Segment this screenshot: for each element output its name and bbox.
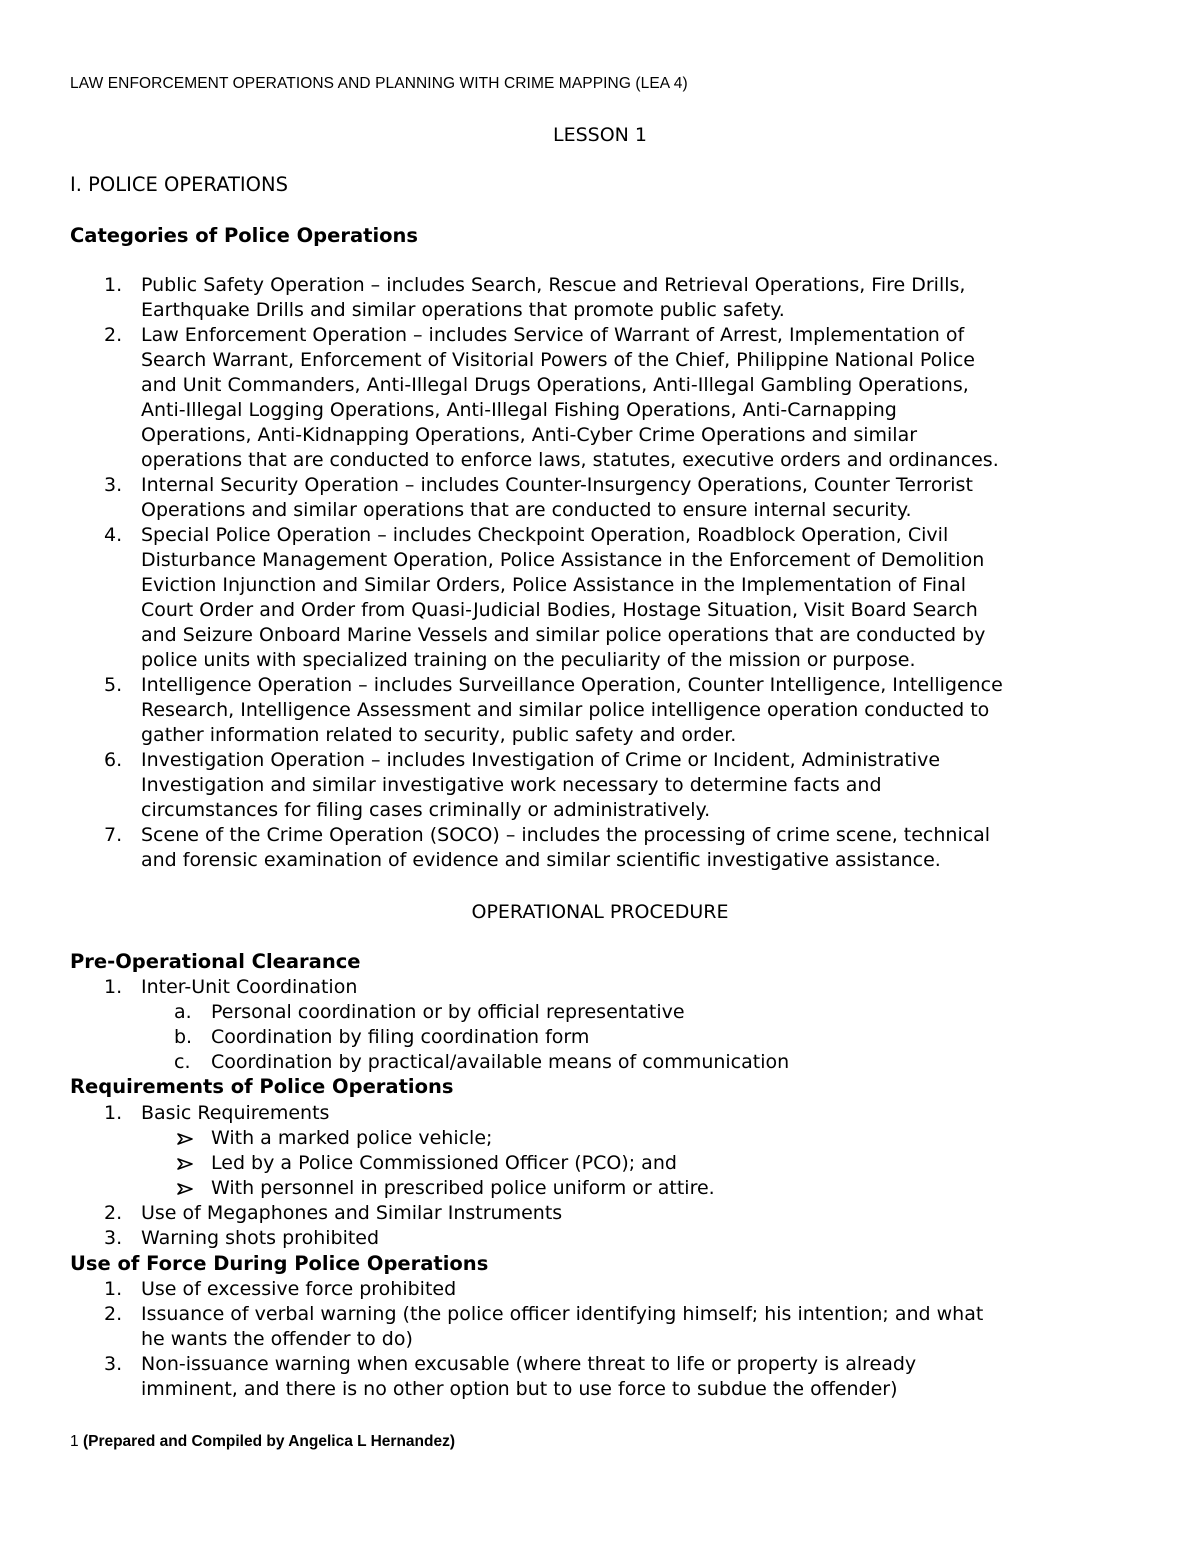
list-item: 3. Non-issuance warning when excusable (where threat to life or property is already xyxy=(104,1353,917,1375)
list-item: 1. Use of excessive force prohibited xyxy=(104,1278,457,1300)
use-of-force-list xyxy=(0,1277,983,1402)
pre-operational-heading: Pre-Operational Clearance xyxy=(70,950,361,973)
list-item-continuation: circumstances for filing cases criminally or administratively. xyxy=(141,799,711,821)
requirements-list-2 xyxy=(0,1201,562,1251)
list-item: a. Personal coordination or by official representative xyxy=(174,1001,685,1023)
categories-list xyxy=(0,273,1003,873)
list-item: 1. Basic Requirements xyxy=(104,1102,330,1124)
list-item-continuation: and Seizure Onboard Marine Vessels and similar police operations that are conducted by xyxy=(141,624,986,646)
list-item: 3. Internal Security Operation – includes Counter-Insurgency Operations, Counter Terrorist xyxy=(104,474,973,496)
lesson-title: LESSON 1 xyxy=(552,124,647,146)
list-item: 2. Use of Megaphones and Similar Instruments xyxy=(104,1202,563,1224)
list-item-continuation: Anti-Illegal Logging Operations, Anti-Illegal Fishing Operations, Anti-Carnapping xyxy=(141,399,897,421)
pre-operational-sublist xyxy=(0,1000,789,1075)
use-of-force-heading: Use of Force During Police Operations xyxy=(70,1252,489,1275)
document-header: LAW ENFORCEMENT OPERATIONS AND PLANNING WITH CRIME MAPPING (LEA 4) xyxy=(70,75,688,92)
categories-heading: Categories of Police Operations xyxy=(70,224,419,247)
list-item: Led by a Police Commissioned Officer (PCO); and xyxy=(0,1151,715,1176)
list-item: 2. Law Enforcement Operation – includes Service of Warrant of Arrest, Implementation of xyxy=(104,324,965,346)
requirements-heading: Requirements of Police Operations xyxy=(70,1075,454,1098)
arrow-bullet-icon xyxy=(177,1183,193,1195)
list-item-continuation: Eviction Injunction and Similar Orders, Police Assistance in the Implementation of Final xyxy=(141,574,967,596)
list-item: c. Coordination by practical/available means of communication xyxy=(174,1051,790,1073)
list-item-continuation: Research, Intelligence Assessment and similar police intelligence operation conducted to xyxy=(141,699,990,721)
list-item-continuation: imminent, and there is no other option but to use force to subdue the offender) xyxy=(141,1378,898,1400)
list-item: 4. Special Police Operation – includes Checkpoint Operation, Roadblock Operation, Civil xyxy=(104,524,949,546)
arrow-bullet-icon xyxy=(177,1158,193,1170)
list-item-continuation: operations that are conducted to enforce laws, statutes, executive orders and ordinances. xyxy=(141,449,999,471)
list-item: With personnel in prescribed police uniform or attire. xyxy=(0,1176,715,1201)
list-item-continuation: he wants the offender to do) xyxy=(141,1328,413,1350)
page-number: 1 xyxy=(70,1433,79,1450)
page-footer xyxy=(70,1433,455,1451)
list-item-continuation: Operations and similar operations that are conducted to ensure internal security. xyxy=(141,499,912,521)
list-item: With a marked police vehicle; xyxy=(0,1126,715,1151)
section-title: I. POLICE OPERATIONS xyxy=(70,173,288,196)
list-item-continuation: Investigation and similar investigative work necessary to determine facts and xyxy=(141,774,882,796)
requirements-list-1 xyxy=(0,1101,329,1126)
list-item: 7. Scene of the Crime Operation (SOCO) – includes the processing of crime scene, technical xyxy=(104,824,991,846)
list-item-continuation: gather information related to security, public safety and order. xyxy=(141,724,737,746)
list-item: 1. Inter-Unit Coordination xyxy=(104,976,358,998)
list-item-continuation: Disturbance Management Operation, Police Assistance in the Enforcement of Demolition xyxy=(141,549,985,571)
list-item: 2. Issuance of verbal warning (the police officer identifying himself; his intention; and what xyxy=(104,1303,984,1325)
pre-operational-list xyxy=(0,975,357,1000)
list-item-continuation: and Unit Commanders, Anti-Illegal Drugs Operations, Anti-Illegal Gambling Operations, xyxy=(141,374,969,396)
list-item-continuation: police units with specialized training on the peculiarity of the mission or purpose. xyxy=(141,649,916,671)
operational-procedure-heading: OPERATIONAL PROCEDURE xyxy=(471,901,729,923)
list-item: 3. Warning shots prohibited xyxy=(104,1227,380,1249)
list-item: b. Coordination by filing coordination form xyxy=(174,1026,590,1048)
list-item: 6. Investigation Operation – includes Investigation of Crime or Incident, Administrative xyxy=(104,749,941,771)
list-item-continuation: Court Order and Order from Quasi-Judicial Bodies, Hostage Situation, Visit Board Search xyxy=(141,599,978,621)
footer-credit: (Prepared and Compiled by Angelica L Hernandez) xyxy=(82,1433,456,1450)
list-item: 1. Public Safety Operation – includes Search, Rescue and Retrieval Operations, Fire Drills, xyxy=(104,274,966,296)
list-item-continuation: Earthquake Drills and similar operations that promote public safety. xyxy=(141,299,785,321)
list-item-continuation: Operations, Anti-Kidnapping Operations, Anti-Cyber Crime Operations and similar xyxy=(141,424,918,446)
requirements-bullets xyxy=(0,1126,715,1201)
list-item-continuation: and forensic examination of evidence and similar scientific investigative assistance. xyxy=(141,849,941,871)
arrow-bullet-icon xyxy=(177,1133,193,1145)
list-item-continuation: Search Warrant, Enforcement of Visitorial Powers of the Chief, Philippine National Police xyxy=(141,349,975,371)
list-item: 5. Intelligence Operation – includes Surveillance Operation, Counter Intelligence, Intelligence xyxy=(104,674,1003,696)
